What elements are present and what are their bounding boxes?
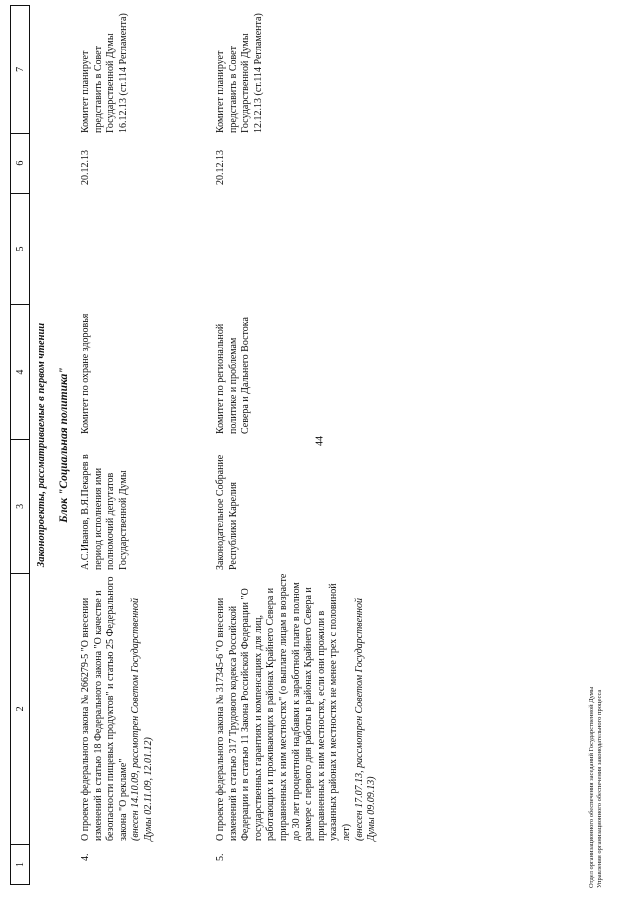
page-number: 44 — [314, 436, 326, 446]
bill-note: (внесен 17.07.13, рассмотрен Советом Государственной Думы 09.09.13) — [353, 597, 378, 841]
initiator: Законодательное Собрание Республики Карелия — [215, 454, 239, 570]
bill-title: О проекте федерального закона № 266279-5 "О внесении изменений в статью 18 Федерального закона "О качестве и безопасности пищевых продуктов" и статью 25 Федерального закона "О рекламе" — [80, 576, 129, 841]
row-number: 5. — [215, 853, 226, 861]
footer-line-1: Отдел организационного обеспечения заседаний Государственной Думы — [588, 686, 595, 888]
column-number-5: 5 — [11, 193, 29, 305]
column-number-6: 6 — [11, 133, 29, 193]
block-title: Блок "Социальная политика" — [58, 367, 70, 523]
column-number-7: 7 — [14, 66, 26, 72]
bill-title: О проекте федерального закона № 317345-6 "О внесении изменений в статью 317 Трудового кодекса Российской Федерации и в статью 11 Закона Российской Федерации "О государственных гарантиях и компенсациях для лиц, работающих и проживающих в районах Крайнего Севера и приравненных к ним местностях" (о выплате лицам в возрасте до 30 лет процентной надбавки к заработной плате в полном размере с первого дня работы в районах Крайнего Севера и приравненных к ним местностях, если они прожили в указанных районах и местностях не менее трех с половиной лет) — [215, 573, 352, 841]
committee: Комитет по охране здоровья — [80, 313, 91, 434]
status: Комитет планирует представить в Совет Государственной Думы 12.12.13 (ст.114 Регламента) — [215, 13, 264, 133]
committee: Комитет по региональной политике и проблемам Севера и Дальнего Востока — [215, 317, 252, 434]
column-number-2: 2 — [11, 573, 29, 844]
initiator: А.С.Иванов, В.Я.Пекарев в период исполнения ими полномочий депутатов Государственной Думы — [80, 454, 129, 570]
footer-line-2: Управления организационного обеспечения законодательного процесса — [596, 689, 603, 888]
column-number-3: 3 — [11, 439, 29, 573]
bill-description — [215, 573, 379, 841]
status: Комитет планирует представить в Совет Государственной Думы 16.12.13 (ст.114 Регламента) — [80, 13, 129, 133]
column-number-header — [10, 5, 30, 885]
column-number-1: 1 — [11, 844, 29, 884]
row-number: 4. — [80, 853, 91, 861]
date: 20.12.13 — [215, 150, 226, 185]
bill-description — [80, 573, 156, 841]
rotated-page-content — [10, 5, 630, 885]
column-number-4: 4 — [11, 304, 29, 439]
footer — [588, 687, 604, 888]
date: 20.12.13 — [80, 150, 91, 185]
section-title: Законопроекты, рассматриваемые в первом чтении — [36, 322, 47, 568]
bill-note: (внесен 14.10.09, рассмотрен Советом Государственной Думы 02.11.09, 12.01.12) — [130, 597, 154, 841]
